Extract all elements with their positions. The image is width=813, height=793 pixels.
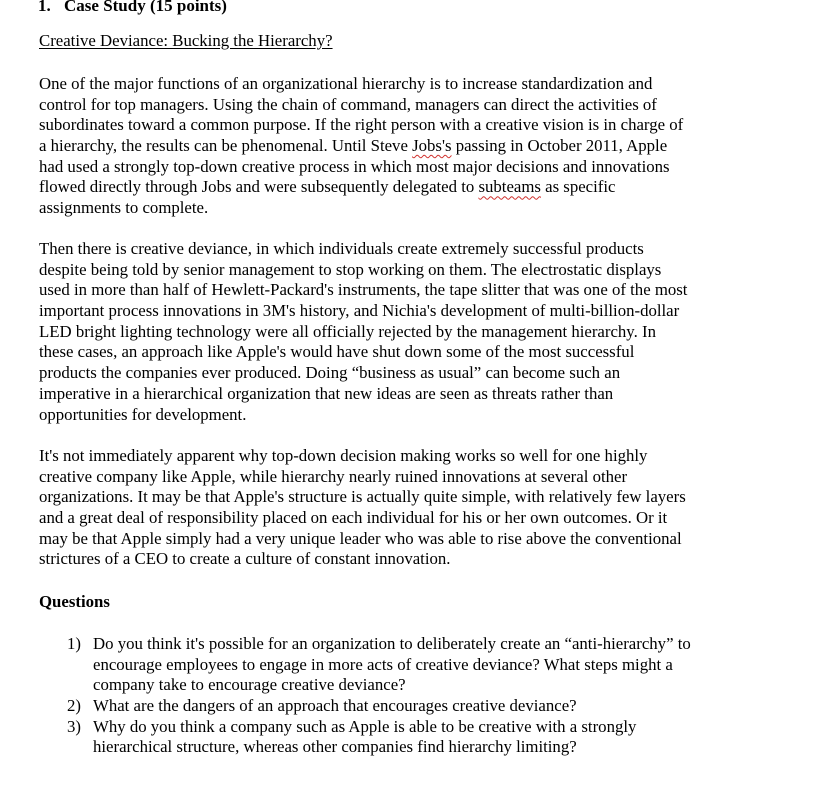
question-line: hierarchical structure, whereas other companies find hierarchy limiting? bbox=[93, 737, 577, 757]
paragraph-line: had used a strongly top-down creative process in which most major decisions and innovations bbox=[39, 156, 670, 176]
question-item bbox=[67, 717, 767, 758]
paragraph-line: LED bright lighting technology were all officially rejected by the management hierarchy. In bbox=[39, 321, 656, 341]
paragraph-3 bbox=[39, 446, 751, 570]
paragraph-line bbox=[39, 136, 751, 157]
paragraph-line: used in more than half of Hewlett-Packard's instruments, the tape slitter that was one of the most bbox=[39, 280, 688, 300]
paragraph-line: important process innovations in 3M's history, and Nichia's development of multi-billion-dollar bbox=[39, 301, 680, 321]
paragraph-line: It's not immediately apparent why top-down decision making works so well for one highly bbox=[39, 446, 648, 465]
spellcheck-marked-word: subteams bbox=[478, 177, 541, 197]
line-text: passing in October 2011, Apple bbox=[451, 136, 668, 156]
paragraph-line: despite being told by senior management to stop working on them. The electrostatic displays bbox=[39, 259, 662, 279]
paragraph-line: these cases, an approach like Apple's would have shut down some of the most successful bbox=[39, 342, 635, 362]
questions-list bbox=[67, 634, 767, 758]
question-number: 1) bbox=[67, 634, 81, 653]
question-line: What are the dangers of an approach that encourages creative deviance? bbox=[93, 696, 577, 716]
questions-heading: Questions bbox=[39, 592, 110, 611]
line-text: as specific bbox=[540, 177, 616, 197]
case-study-subtitle: Creative Deviance: Bucking the Hierarchy? bbox=[39, 31, 333, 50]
question-line: Why do you think a company such as Apple is able to be creative with a strongly bbox=[93, 716, 637, 736]
question-number: 2) bbox=[67, 696, 81, 716]
paragraph-line: assignments to complete. bbox=[39, 198, 209, 218]
question-item bbox=[67, 696, 767, 717]
paragraph-line: control for top managers. Using the chain of command, managers can direct the activities of bbox=[39, 94, 657, 114]
line-text: a hierarchy, the results can be phenomenal. Until Steve bbox=[39, 136, 413, 156]
paragraph-line: imperative in a hierarchical organization that new ideas are seen as threats rather than bbox=[39, 383, 614, 403]
paragraph-line bbox=[39, 177, 751, 198]
question-item bbox=[67, 634, 767, 696]
paragraph-line: strictures of a CEO to create a culture of constant innovation. bbox=[39, 549, 451, 569]
line-text: flowed directly through Jobs and were subsequently delegated to bbox=[39, 177, 479, 197]
paragraph-line: opportunities for development. bbox=[39, 404, 247, 424]
question-line: Do you think it's possible for an organization to deliberately create an “anti-hierarchy” to bbox=[93, 634, 691, 653]
question-number: 3) bbox=[67, 716, 81, 736]
paragraph-line: organizations. It may be that Apple's structure is actually quite simple, with relatively few layers bbox=[39, 487, 686, 507]
case-study-heading bbox=[38, 0, 227, 16]
paragraph-line: products the companies ever produced. Doing “business as usual” can become such an bbox=[39, 363, 621, 383]
spellcheck-marked-word: Jobs's bbox=[412, 136, 452, 156]
paragraph-line: may be that Apple simply had a very unique leader who was able to rise above the conventional bbox=[39, 528, 682, 548]
paragraph-line: subordinates toward a common purpose. If the right person with a creative vision is in charge of bbox=[39, 115, 684, 135]
paragraph-line: One of the major functions of an organizational hierarchy is to increase standardization and bbox=[39, 74, 653, 93]
paragraph-line: and a great deal of responsibility placed on each individual for his or her own outcomes. Or it bbox=[39, 508, 668, 528]
heading-number: 1. bbox=[38, 0, 51, 15]
paragraph-line: Then there is creative deviance, in which individuals create extremely successful products bbox=[39, 239, 644, 258]
paragraph-1 bbox=[39, 74, 751, 219]
question-line: company take to encourage creative deviance? bbox=[93, 675, 406, 695]
paragraph-line: creative company like Apple, while hierarchy nearly ruined innovations at several other bbox=[39, 466, 628, 486]
question-line: encourage employees to engage in more acts of creative deviance? What steps might a bbox=[93, 654, 673, 674]
paragraph-2 bbox=[39, 239, 751, 425]
heading-title: Case Study (15 points) bbox=[64, 0, 227, 15]
